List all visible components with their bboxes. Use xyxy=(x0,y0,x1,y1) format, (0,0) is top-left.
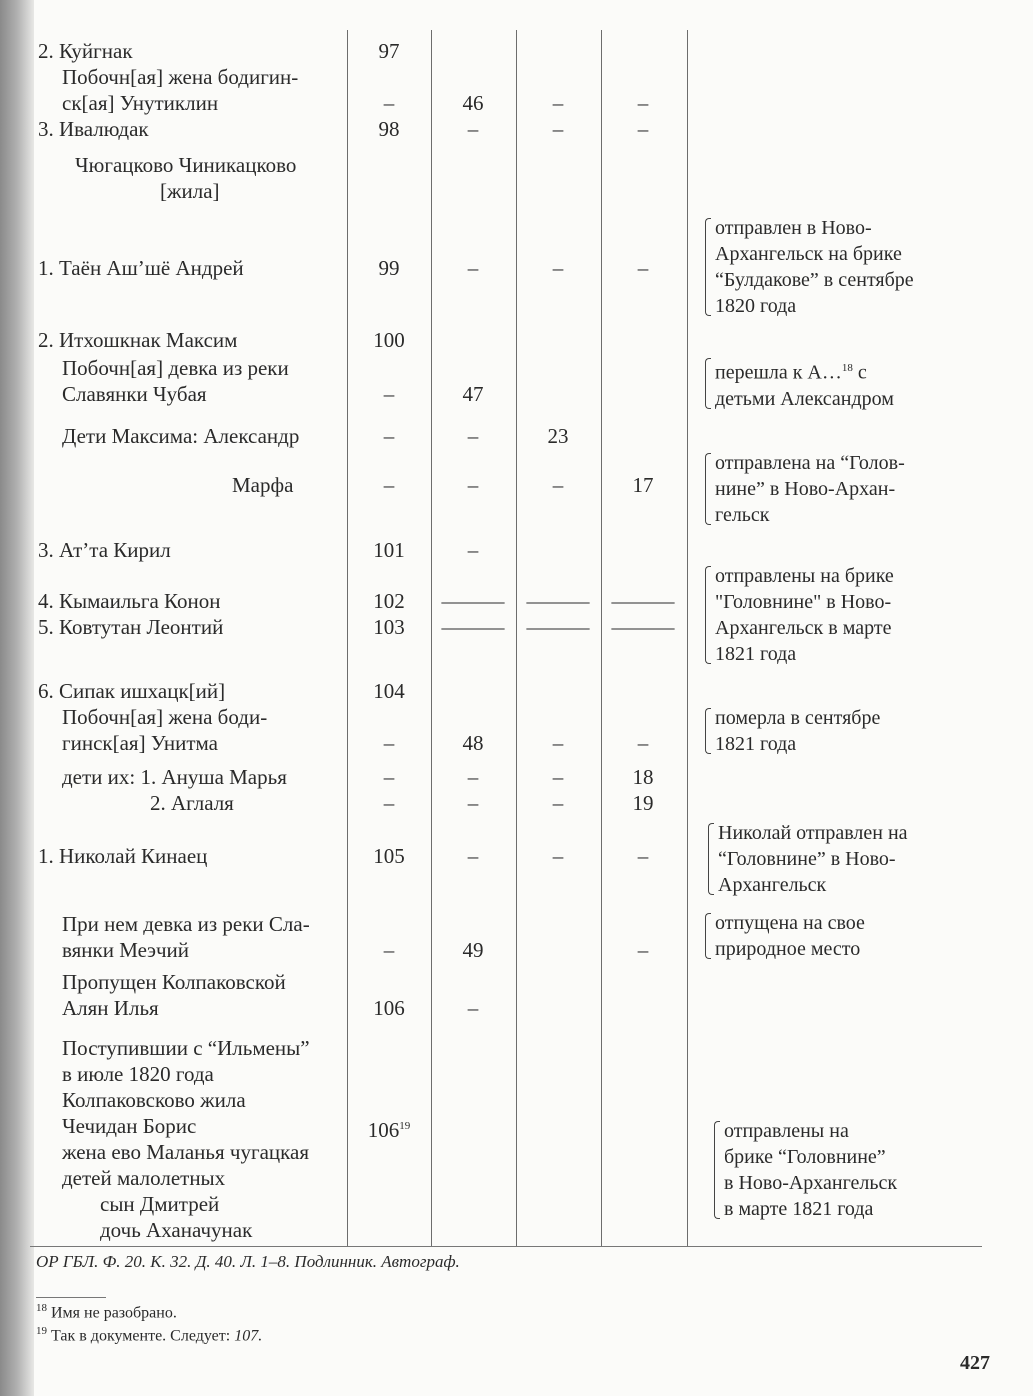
remark-line: отправлен в Ново- xyxy=(715,217,872,239)
cell-value: – xyxy=(552,765,564,789)
row-label: 2. Аглаля xyxy=(150,791,234,815)
cell-value: 101 xyxy=(373,538,405,562)
cell-value: – xyxy=(383,382,395,406)
cell-col-1 xyxy=(349,678,429,704)
cell-col-1 xyxy=(349,255,429,281)
remark-line: природное место xyxy=(715,938,861,960)
remark xyxy=(705,563,894,667)
brace-icon xyxy=(714,1121,720,1219)
cell-col-2 xyxy=(433,116,513,142)
row-label: Поступившии с “Ильмены” xyxy=(62,1036,310,1060)
row-label: детей малолетных xyxy=(62,1166,226,1190)
cell-col-1 xyxy=(349,116,429,142)
remark-line: в марте 1821 года xyxy=(724,1198,874,1220)
row-label: 2. Итхошкнак Максим xyxy=(38,328,238,352)
cell-col-2 xyxy=(433,995,513,1021)
cell-value: ——— xyxy=(611,615,675,639)
remark-text: перешла к А… xyxy=(715,361,842,384)
cell-value: 105 xyxy=(373,844,405,868)
cell-col-1 xyxy=(349,537,429,563)
row-label: Побочн[ая] жена бодигин- xyxy=(62,65,299,89)
remark xyxy=(708,820,908,898)
cell-col-1 xyxy=(349,38,429,64)
remark xyxy=(705,705,880,757)
cell-value: – xyxy=(637,256,649,280)
row-label: Побочн[ая] девка из реки xyxy=(62,356,289,380)
cell-value: ——— xyxy=(611,589,675,613)
remark-line: “Булдакове” в сентябре xyxy=(715,269,914,291)
remark-line: отправлены на брике xyxy=(715,565,894,587)
cell-value: – xyxy=(467,791,479,815)
remark-line: Архангельск на брике xyxy=(715,243,902,265)
remark-line: Архангельск xyxy=(718,874,827,896)
column-rule xyxy=(347,30,348,1246)
cell-col-1 xyxy=(349,327,429,353)
remark xyxy=(705,215,914,319)
cell-value: – xyxy=(383,473,395,497)
cell-value: – xyxy=(552,844,564,868)
row-label: При нем девка из реки Сла- xyxy=(62,912,310,936)
cell-col-1 xyxy=(349,790,429,816)
cell-value: – xyxy=(383,765,395,789)
row-label: Алян Илья xyxy=(62,996,159,1020)
row-label: Чечидан Борис xyxy=(62,1114,197,1138)
footnote-rule xyxy=(36,1297,106,1298)
cell-value: – xyxy=(467,117,479,141)
cell-value: – xyxy=(467,996,479,1020)
row-label: Чюгацково Чиникацково xyxy=(75,153,297,177)
brace-icon xyxy=(705,453,711,525)
cell-col-3 xyxy=(518,614,598,640)
row-label: дети их: 1. Ануша Марья xyxy=(62,765,287,789)
remark xyxy=(714,1118,897,1222)
cell-col-1 xyxy=(349,843,429,869)
cell-value: 106 xyxy=(367,1118,400,1142)
cell-col-2 xyxy=(433,614,513,640)
brace-icon xyxy=(705,913,711,959)
cell-value: 97 xyxy=(378,39,400,63)
footnote-text: Имя не разобрано. xyxy=(51,1304,177,1322)
cell-value: ——— xyxy=(526,589,590,613)
remark-line: померла в сентябре xyxy=(715,707,881,729)
cell-col-3 xyxy=(518,255,598,281)
cell-col-2 xyxy=(433,423,513,449)
cell-col-1 xyxy=(349,381,429,407)
cell-col-2 xyxy=(433,588,513,614)
cell-value: – xyxy=(383,424,395,448)
cell-col-4 xyxy=(603,790,683,816)
row-label: Колпаковсково жила xyxy=(62,1088,246,1112)
cell-value: – xyxy=(467,538,479,562)
remark xyxy=(705,450,905,528)
cell-value: 103 xyxy=(373,615,405,639)
cell-value: 100 xyxy=(373,328,405,352)
cell-col-1 xyxy=(349,588,429,614)
cell-col-2 xyxy=(433,937,513,963)
cell-col-3 xyxy=(518,588,598,614)
footnote-number: 19 xyxy=(36,1325,47,1337)
cell-value: – xyxy=(467,844,479,868)
row-label: 4. Кымаильга Конон xyxy=(38,589,221,613)
cell-col-1 xyxy=(349,90,429,116)
brace-icon xyxy=(705,358,711,409)
cell-col-3 xyxy=(518,116,598,142)
cell-col-3 xyxy=(518,843,598,869)
column-rule xyxy=(516,30,517,1246)
remark-line: отправлена на “Голов- xyxy=(715,452,905,474)
cell-col-4 xyxy=(603,255,683,281)
cell-value: – xyxy=(552,256,564,280)
remark-line: в Ново-Архангельск xyxy=(724,1172,898,1194)
cell-col-1 xyxy=(349,614,429,640)
brace-icon xyxy=(705,566,711,664)
cell-value: – xyxy=(383,791,395,815)
remark-line: брике “Головнине” xyxy=(724,1146,886,1168)
cell-col-3 xyxy=(518,472,598,498)
cell-col-2 xyxy=(433,255,513,281)
cell-value: – xyxy=(467,473,479,497)
page-number: 427 xyxy=(960,1352,990,1374)
cell-col-4 xyxy=(603,843,683,869)
cell-col-1 xyxy=(349,937,429,963)
cell-value: 47 xyxy=(462,382,484,406)
cell-col-4 xyxy=(603,764,683,790)
remark-line: гельск xyxy=(715,504,770,526)
row-label: 5. Ковтутан Леонтий xyxy=(38,615,224,639)
row-label: 1. Таён Аш’шё Андрей xyxy=(38,256,244,280)
remark-line: Архангельск в марте xyxy=(715,617,892,639)
cell-col-2 xyxy=(433,381,513,407)
row-label: Марфа xyxy=(232,473,294,497)
cell-value: 99 xyxy=(378,256,400,280)
row-label: Побочн[ая] жена боди- xyxy=(62,705,268,729)
cell-value: – xyxy=(637,844,649,868)
row-label: сын Дмитрей xyxy=(100,1192,220,1216)
row-label: Пропущен Колпаковской xyxy=(62,970,286,994)
row-label: в июле 1820 года xyxy=(62,1062,214,1086)
remark-line: "Головнине" в Ново- xyxy=(715,591,892,613)
cell-col-2 xyxy=(433,90,513,116)
cell-value: – xyxy=(637,938,649,962)
cell-col-2 xyxy=(433,537,513,563)
cell-col-3 xyxy=(518,90,598,116)
remark-line: отправлены на xyxy=(724,1120,849,1142)
remark-text: с xyxy=(852,361,867,384)
row-label: 1. Николай Кинаец xyxy=(38,844,208,868)
cell-value: – xyxy=(467,765,479,789)
cell-value: – xyxy=(637,117,649,141)
cell-value: 46 xyxy=(462,91,484,115)
cell-value: 106 xyxy=(373,996,405,1020)
cell-value: – xyxy=(467,256,479,280)
cell-value: 48 xyxy=(462,731,484,755)
column-rule xyxy=(601,30,602,1246)
cell-value: – xyxy=(383,731,395,755)
cell-col-1 xyxy=(349,423,429,449)
cell-value: – xyxy=(637,91,649,115)
row-label: ск[ая] Унутиклин xyxy=(62,91,219,115)
remark-line: детьми Александром xyxy=(715,387,894,410)
brace-icon xyxy=(705,708,711,754)
cell-col-1 xyxy=(349,764,429,790)
remark-line: Николай отправлен на xyxy=(718,822,908,844)
cell-value: – xyxy=(552,473,564,497)
cell-value: – xyxy=(383,938,395,962)
cell-col-1 xyxy=(349,472,429,498)
cell-value: 49 xyxy=(462,938,484,962)
row-label: 3. Ат’та Кирил xyxy=(38,538,171,562)
remark xyxy=(705,910,865,962)
footnote-19 xyxy=(36,1325,262,1345)
footnote-number: 18 xyxy=(36,1302,47,1314)
remark-line: отпущена на свое xyxy=(715,912,865,934)
cell-col-4 xyxy=(603,90,683,116)
cell-value: 104 xyxy=(373,679,405,703)
row-label: 2. Куйгнак xyxy=(38,39,133,63)
remark-line xyxy=(715,355,894,386)
cell-col-4 xyxy=(603,730,683,756)
cell-value: ——— xyxy=(526,615,590,639)
cell-col-3 xyxy=(518,730,598,756)
cell-value: – xyxy=(383,91,395,115)
cell-value: – xyxy=(552,731,564,755)
footnote-emphasis: 107. xyxy=(234,1327,263,1345)
cell-value: – xyxy=(552,791,564,815)
remark-line: 1820 года xyxy=(715,295,797,317)
footnote-ref: 18 xyxy=(841,362,853,374)
footnote-text: Так в документе. Следует: xyxy=(51,1327,235,1345)
cell-value: – xyxy=(467,424,479,448)
page-edge-shadow xyxy=(0,0,34,1396)
cell-col-2 xyxy=(433,472,513,498)
cell-col-4 xyxy=(603,588,683,614)
row-label: вянки Меэчий xyxy=(62,938,189,962)
cell-col-2 xyxy=(433,843,513,869)
cell-value: ——— xyxy=(441,589,505,613)
column-rule xyxy=(687,30,688,1246)
cell-value: 19 xyxy=(632,791,654,815)
row-label: [жила] xyxy=(160,179,220,203)
cell-col-4 xyxy=(603,937,683,963)
cell-value: 18 xyxy=(632,765,654,789)
cell-col-3 xyxy=(518,423,598,449)
remark-line: 1821 года xyxy=(715,733,797,755)
column-rule xyxy=(431,30,432,1246)
brace-icon xyxy=(708,823,714,895)
cell-col-1 xyxy=(349,995,429,1021)
row-label: Дети Максима: Александр xyxy=(62,424,300,448)
cell-value: – xyxy=(552,117,564,141)
cell-value: ——— xyxy=(441,615,505,639)
source-citation: ОР ГБЛ. Ф. 20. К. 32. Д. 40. Л. 1–8. Подлинник. Автограф. xyxy=(36,1252,460,1271)
footnote-18 xyxy=(36,1302,177,1322)
cell-col-4 xyxy=(603,116,683,142)
row-label: гинск[ая] Унитма xyxy=(62,731,218,755)
cell-value: 23 xyxy=(547,424,569,448)
row-label: Славянки Чубая xyxy=(62,382,207,406)
cell-col-3 xyxy=(518,790,598,816)
cell-value: 102 xyxy=(373,589,405,613)
cell-col-4 xyxy=(603,472,683,498)
row-label: 6. Сипак ишхацк[ий] xyxy=(38,679,226,703)
cell-col-2 xyxy=(433,764,513,790)
table-bottom-rule xyxy=(30,1246,982,1247)
cell-value: 17 xyxy=(632,473,654,497)
remark-line: нине” в Ново-Архан- xyxy=(715,478,896,500)
cell-value: 98 xyxy=(378,117,400,141)
cell-col-1 xyxy=(349,730,429,756)
cell-col-4 xyxy=(603,614,683,640)
cell-col-2 xyxy=(433,730,513,756)
remark-line: 1821 года xyxy=(715,643,797,665)
cell-col-1 xyxy=(349,1113,429,1143)
brace-icon xyxy=(705,218,711,316)
row-label: жена ево Маланья чугацкая xyxy=(62,1140,310,1164)
cell-value: – xyxy=(552,91,564,115)
cell-col-3 xyxy=(518,764,598,790)
footnote-ref: 19 xyxy=(399,1120,411,1132)
row-label: дочь Аханачунак xyxy=(100,1218,253,1242)
row-label: 3. Ивалюдак xyxy=(38,117,149,141)
remark xyxy=(705,355,894,412)
cell-col-2 xyxy=(433,790,513,816)
cell-value: – xyxy=(637,731,649,755)
remark-line: “Головнине” в Ново- xyxy=(718,848,896,870)
